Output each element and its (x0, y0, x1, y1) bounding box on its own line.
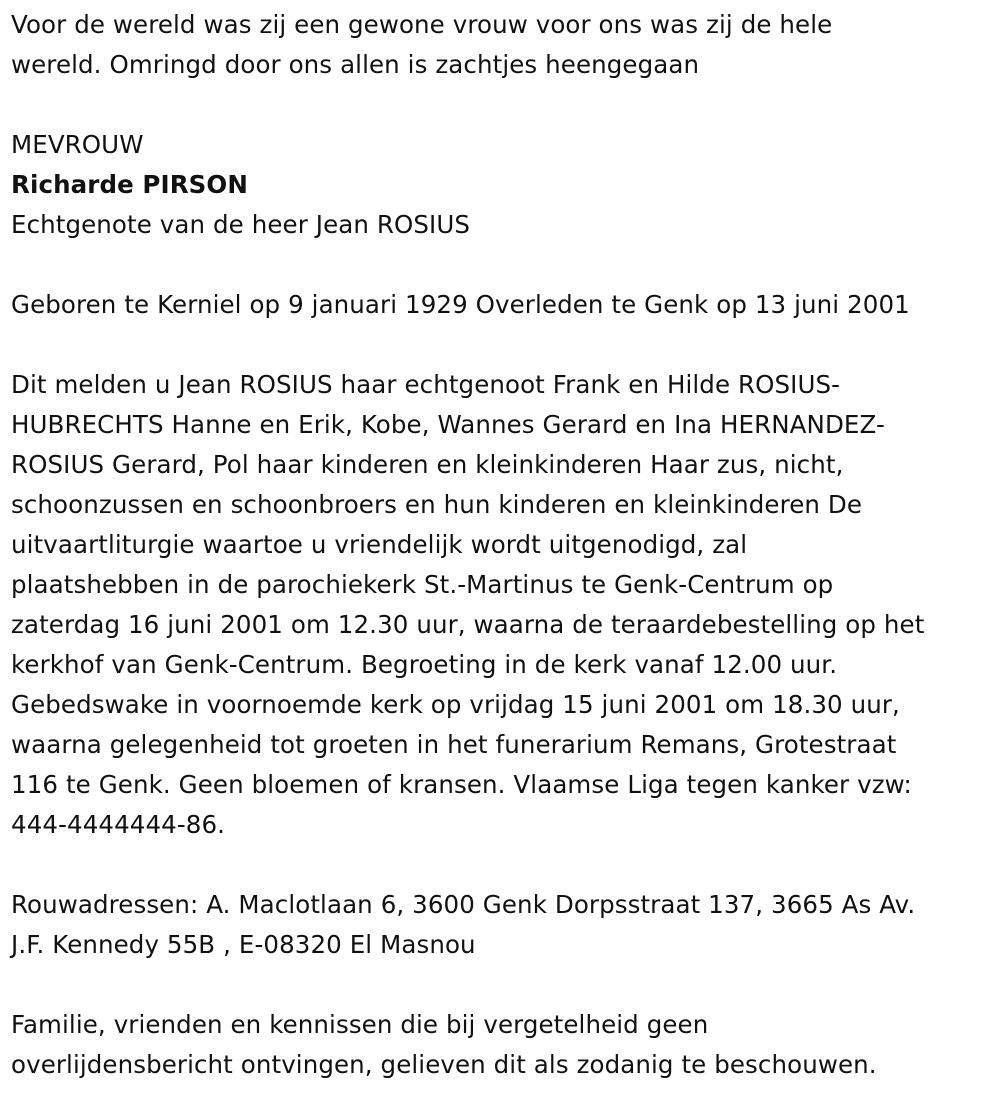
opening-verse-line-1: Voor de wereld was zij een gewone vrouw voor ons was zij de hele (11, 10, 833, 39)
announcement-line-11: 116 te Genk. Geen bloemen of kransen. Vlaamse Liga tegen kanker vzw: (11, 770, 912, 799)
obituary-document (11, 5, 991, 1085)
closing-line-2: overlijdensbericht ontvingen, gelieven dit als zodanig te beschouwen. (11, 1050, 877, 1079)
announcement-line-7: zaterdag 16 juni 2001 om 12.30 uur, waarna de teraardebestelling op het (11, 610, 925, 639)
announcement-line-8: kerkhof van Genk-Centrum. Begroeting in de kerk vanaf 12.00 uur. (11, 650, 838, 679)
opening-verse (11, 5, 991, 85)
announcement-line-2: HUBRECHTS Hanne en Erik, Kobe, Wannes Gerard en Ina HERNANDEZ- (11, 410, 885, 439)
announcement-line-10: waarna gelegenheid tot groeten in het funerarium Remans, Grotestraat (11, 730, 897, 759)
addresses-line-1: Rouwadressen: A. Maclotlaan 6, 3600 Genk Dorpsstraat 137, 3665 As Av. (11, 890, 916, 919)
spouse-line (11, 205, 991, 245)
closing-line-1: Familie, vrienden en kennissen die bij vergetelheid geen (11, 1010, 709, 1039)
spacer (11, 245, 991, 285)
announcement-line-3: ROSIUS Gerard, Pol haar kinderen en kleinkinderen Haar zus, nicht, (11, 450, 844, 479)
announcement-line-5: uitvaartliturgie waartoe u vriendelijk wordt uitgenodigd, zal (11, 530, 748, 559)
birth-death-dates (11, 285, 991, 325)
spouse-line-text: Echtgenote van de heer Jean ROSIUS (11, 210, 471, 239)
spacer (11, 85, 991, 125)
announcement-line-12: 444-4444444-86. (11, 810, 226, 839)
closing-note (11, 1005, 991, 1085)
announcement-paragraph (11, 365, 991, 845)
deceased-name (11, 165, 991, 205)
salutation-text: MEVROUW (11, 130, 144, 159)
announcement-line-9: Gebedswake in voornoemde kerk op vrijdag 15 juni 2001 om 18.30 uur, (11, 690, 900, 719)
deceased-name-text: Richarde PIRSON (11, 170, 248, 199)
addresses-line-2: J.F. Kennedy 55B , E-08320 El Masnou (11, 930, 476, 959)
salutation (11, 125, 991, 165)
opening-verse-line-2: wereld. Omringd door ons allen is zachtjes heengegaan (11, 50, 700, 79)
announcement-line-1: Dit melden u Jean ROSIUS haar echtgenoot Frank en Hilde ROSIUS- (11, 370, 841, 399)
announcement-line-6: plaatshebben in de parochiekerk St.-Martinus te Genk-Centrum op (11, 570, 834, 599)
spacer (11, 325, 991, 365)
birth-death-text: Geboren te Kerniel op 9 januari 1929 Overleden te Genk op 13 juni 2001 (11, 290, 910, 319)
announcement-line-4: schoonzussen en schoonbroers en hun kinderen en kleinkinderen De (11, 490, 863, 519)
spacer (11, 965, 991, 1005)
spacer (11, 845, 991, 885)
mourning-addresses (11, 885, 991, 965)
